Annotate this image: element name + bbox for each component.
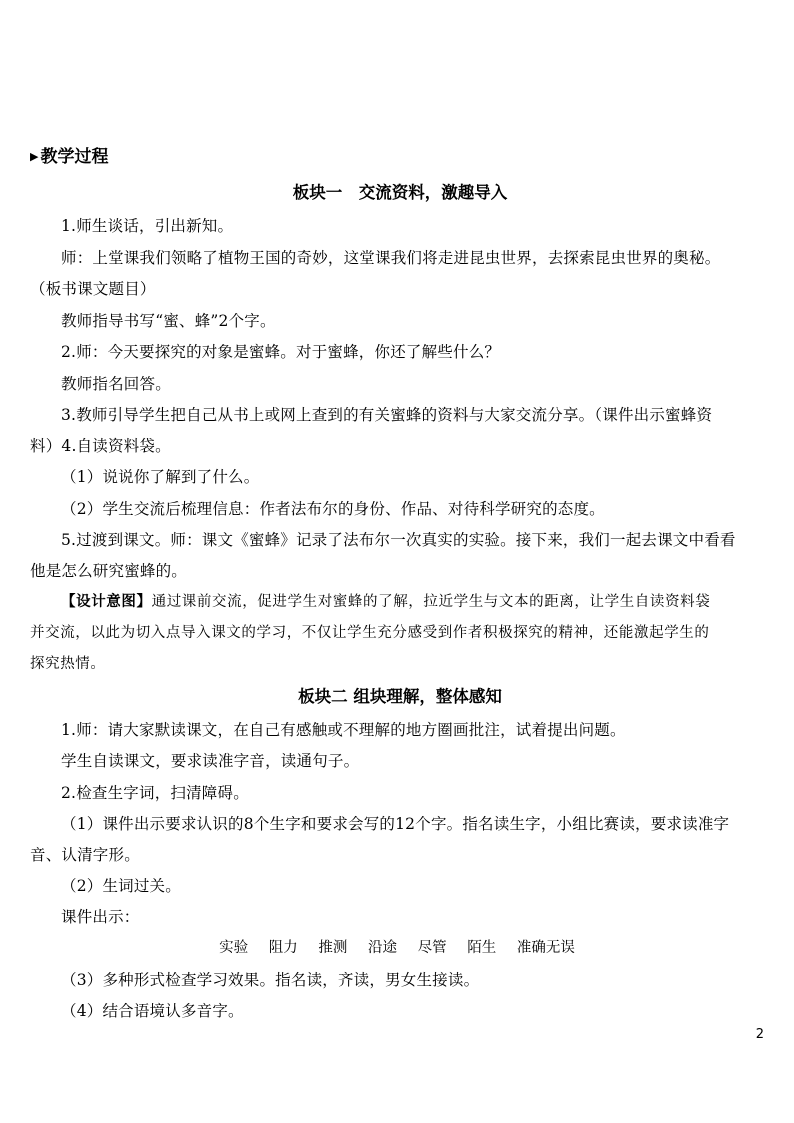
block1-line-11: 5.过渡到课文。师：课文《蜜蜂》记录了法布尔一次真实的实验。接下来，我们一起去课文中看看 [61, 531, 736, 549]
block2-line-9: （4）结合语境认多音字。 [61, 1002, 244, 1020]
block1-line-6: 教师指名回答。 [61, 375, 171, 393]
block2-line-5: 音、认清字形。 [30, 846, 140, 864]
block2-line-7: 课件出示： [61, 908, 140, 926]
block1-line-4: 教师指导书写“蜜、蜂”2个字。 [61, 312, 276, 330]
block1-line-8: 料）4.自读资料袋。 [30, 437, 171, 455]
design-note-line-2: 并交流，以此为切入点导入课文的学习，不仅让学生充分感受到作者积极探究的精神，还能激起学生的 [30, 625, 710, 641]
block2-line-3: 2.检查生字词，扫清障碍。 [61, 784, 249, 802]
vocabulary-word: 实验 [219, 940, 249, 956]
vocabulary-word-list [0, 938, 794, 958]
block2-line-8: （3）多种形式检查学习效果。指名读，齐读，男女生接读。 [61, 971, 480, 989]
section-title-text: 教学过程 [40, 147, 109, 167]
block1-line-2: 师：上堂课我们领略了植物王国的奇妙，这堂课我们将走进昆虫世界，去探索昆虫世界的奥秘。 [61, 249, 721, 267]
page-number: 2 [755, 1027, 764, 1042]
vocabulary-word: 推测 [318, 940, 348, 956]
block1-line-1: 1.师生谈话，引出新知。 [61, 217, 234, 235]
block1-line-9: （1）说说你了解到了什么。 [61, 468, 260, 486]
vocabulary-word: 阻力 [268, 940, 298, 956]
vocabulary-word: 沿途 [368, 940, 397, 956]
block2-line-2: 学生自读课文，要求读准字音，读通句子。 [61, 752, 360, 770]
block1-line-7: 3.教师引导学生把自己从书上或网上查到的有关蜜蜂的资料与大家交流分享。（课件出示蜜蜂资 [61, 406, 713, 424]
vocabulary-word: 尽管 [417, 940, 447, 956]
triangle-marker-icon: ▶ [30, 150, 39, 163]
block2-line-1: 1.师：请大家默读课文，在自己有感触或不理解的地方圈画批注，试着提出问题。 [61, 721, 626, 739]
vocabulary-word: 准确无误 [516, 940, 575, 956]
block2-heading: 板块二 组块理解，整体感知 [298, 687, 502, 706]
design-note-text-1: 通过课前交流，促进学生对蜜蜂的了解，拉近学生与文本的距离，让学生自读资料袋 [151, 594, 711, 610]
block1-heading: 板块一 交流资料，激趣导入 [292, 183, 508, 202]
vocabulary-word: 陌生 [467, 940, 497, 956]
block1-line-5: 2.师：今天要探究的对象是蜜蜂。对于蜜蜂，你还了解些什么？ [61, 343, 501, 361]
block2-line-6: （2）生词过关。 [61, 877, 181, 895]
block1-line-10: （2）学生交流后梳理信息：作者法布尔的身份、作品、对待科学研究的态度。 [61, 500, 605, 518]
design-note-line-1 [61, 592, 770, 612]
block2-line-4: （1）课件出示要求认识的8个生字和要求会写的12个字。指名读生字，小组比赛读，要求读准字 [61, 815, 730, 833]
design-note-tag: 【设计意图】 [61, 594, 152, 610]
design-note-line-3: 探究热情。 [30, 656, 106, 672]
block1-line-3: （板书课文题目） [30, 280, 156, 298]
section-title [30, 146, 108, 168]
block1-line-12: 他是怎么研究蜜蜂的。 [30, 562, 188, 580]
